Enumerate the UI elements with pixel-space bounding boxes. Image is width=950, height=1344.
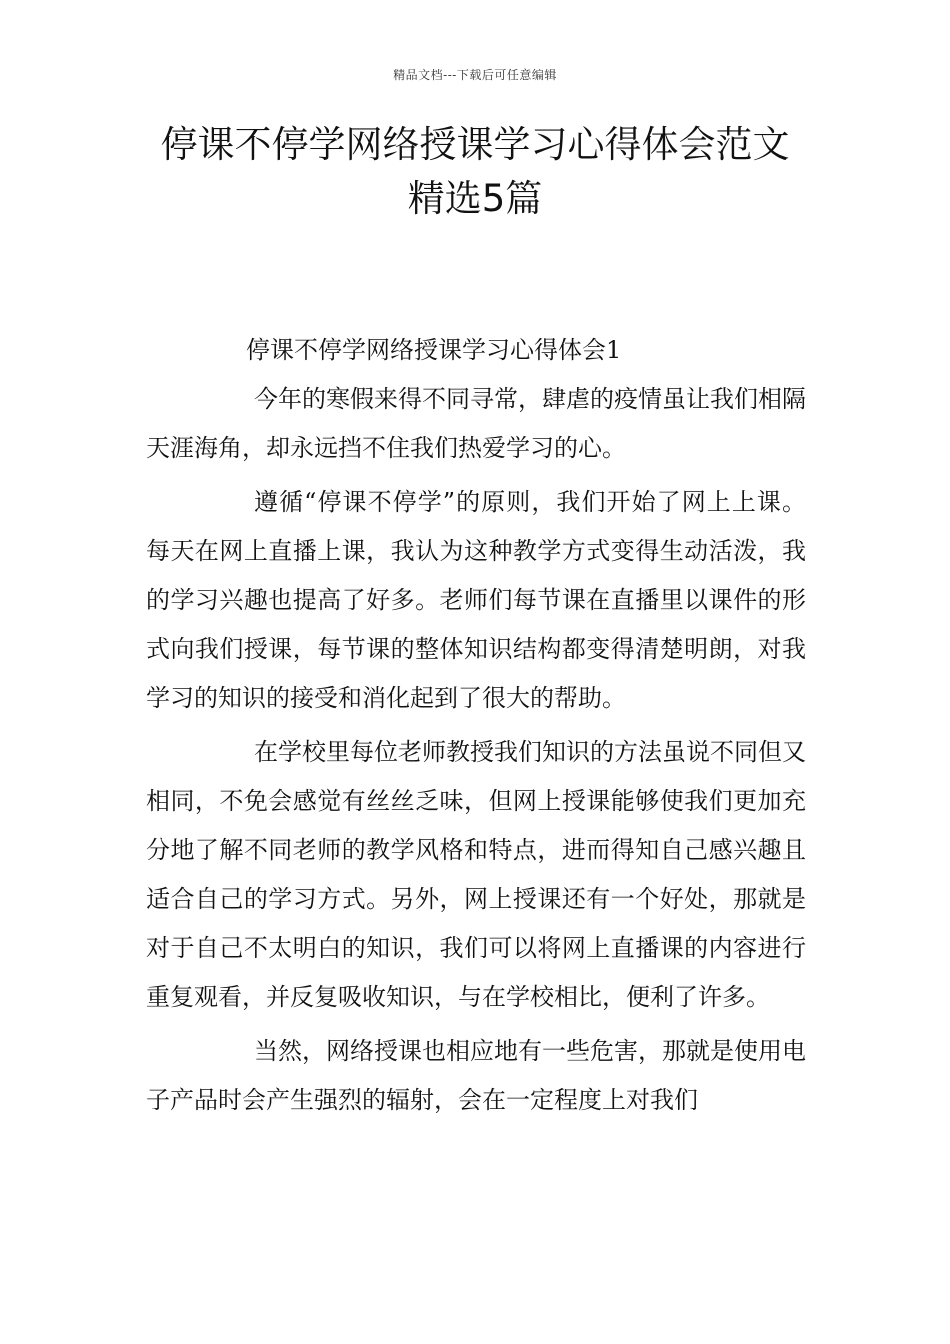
document-title [120,118,830,226]
paragraph-2: 遵循“停课不停学”的原则，我们开始了网上上课。每天在网上直播上课，我认为这种教学方式变得生动活泼，我的学习兴趣也提高了好多。老师们每节课在直播里以课件的形式向我们授课，每节课的整体知识结构都变得清楚明朗，对我学习的知识的接受和消化起到了很大的帮助。 [146,488,806,712]
section-heading: 停课不停学网络授课学习心得体会1 [246,336,622,364]
document-body [146,326,806,1130]
header-note: 精品文档---下载后可任意编辑 [393,68,557,82]
paragraph-3: 在学校里每位老师教授我们知识的方法虽说不同但又相同，不免会感觉有丝丝乏味，但网上授课能够使我们更加充分地了解不同老师的教学风格和特点，进而得知自己感兴趣且适合自己的学习方式。另外，网上授课还有一个好处，那就是对于自己不太明白的知识，我们可以将网上直播课的内容进行重复观看，并反复吸收知识，与在学校相比，便利了许多。 [146,738,806,1011]
title-line-2: 精选5篇 [407,177,543,220]
paragraph-1: 今年的寒假来得不同寻常，肆虐的疫情虽让我们相隔天涯海角，却永远挡不住我们热爱学习的心。 [146,385,806,462]
title-line-1: 停课不停学网络授课学习心得体会范文 [160,123,790,166]
paragraph-4: 当然，网络授课也相应地有一些危害，那就是使用电子产品时会产生强烈的辐射，会在一定程度上对我们 [146,1037,806,1114]
